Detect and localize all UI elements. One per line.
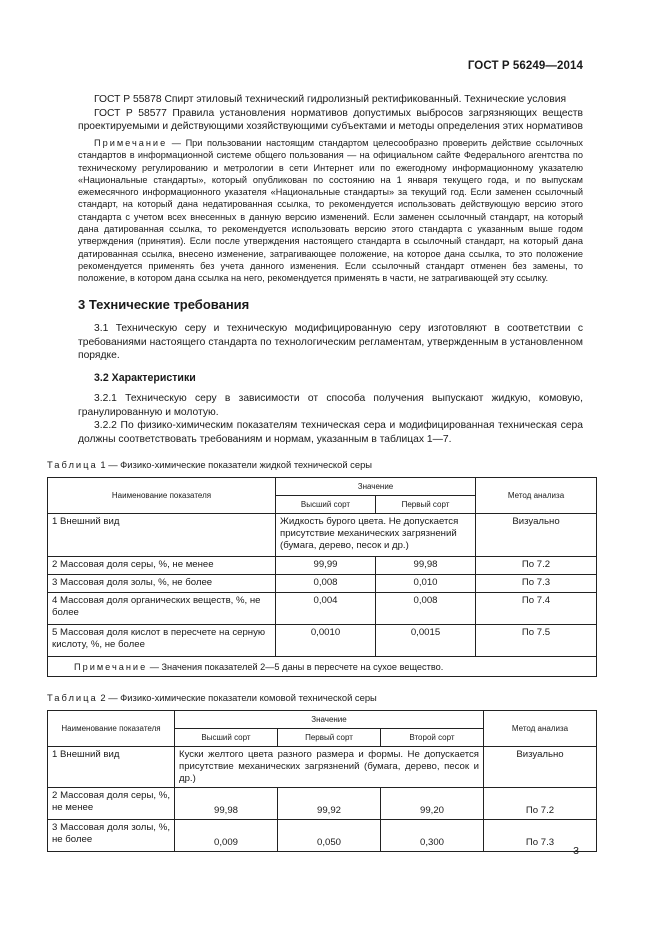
table-1-row-2-name: 2 Массовая доля серы, %, не менее bbox=[48, 557, 276, 575]
paragraph-3-1: 3.1 Техническую серу и техническую модифицированную серу изготовляют в соответствии с требованиями настоящего стандарта по технологическим регламентам, утвержденным в установленном порядке. bbox=[78, 323, 583, 361]
reference-gost-55878: ГОСТ Р 55878 Спирт этиловый технический гидролизный ректификованный. Технические условия bbox=[94, 94, 567, 105]
table-2-caption bbox=[47, 692, 377, 703]
table-1-caption-text: 1 — Физико-химические показатели жидкой технической серы bbox=[100, 459, 373, 470]
table-1-caption-label: Таблица bbox=[47, 459, 98, 470]
note-text: — При пользовании настоящим стандартом целесообразно проверить действие ссылочных стандартов в информационной системе общего пользования — на официальном сайте Федерального агентства по техническому регулированию и метрологии в сети Интернет или по ежегодному информационному указателю «Национальные стандарты», который опубликован по состоянию на 1 января текущего года, и по выпускам ежемесячного информационного указателя «Национальные стандарты» за текущий год. Если заменен ссылочный стандарт, на который дана недатированная ссылка, то рекомендуется использовать действующую версию этого стандарта с учетом всех внесенных в данную версию изменений. Если заменен ссылочный стандарт, на который дана датированная ссылка, то рекомендуется использовать версию этого стандарта с указанным выше годом утверждения (принятия). Если после утверждения настоящего стандарта в ссылочный стандарт, на который дана датированная ссылка, внесено изменение, затрагивающее положение, на которое дана ссылка, то это положение рекомендуется применять без учета данного изменения. Если ссылочный стандарт отменен без замены, то положение, в котором дана ссылка на него, рекомендуется применять в части, не затрагивающей эту ссылку. bbox=[78, 138, 583, 284]
table-2-row-1-method: Визуально bbox=[484, 747, 597, 788]
document-code: ГОСТ Р 56249—2014 bbox=[467, 60, 583, 72]
table-2-head-sort-second: Второй сорт bbox=[381, 729, 484, 747]
section-3-title: 3 Технические требования bbox=[78, 297, 250, 312]
paragraph-3-2-1: 3.2.1 Техническую серу в зависимости от способа получения выпускают жидкую, комовую, гранулированную и молотую. bbox=[78, 393, 583, 418]
table-2-row-3-v1: 0,009 bbox=[175, 820, 278, 852]
table-2-head-sort-first: Первый сорт bbox=[278, 729, 381, 747]
table-2-row-2-v2: 99,92 bbox=[278, 788, 381, 820]
table-1-row bbox=[48, 625, 597, 657]
table-2-head-name: Наименование показателя bbox=[48, 711, 175, 747]
table-1-row-3-method: По 7.3 bbox=[476, 575, 597, 593]
table-2-row-1-value: Куски желтого цвета разного размера и формы. Не допускается присутствие механических загрязнений (бумага, дерево, песок и др.) bbox=[175, 747, 484, 788]
table-1-row-2-v2: 99,98 bbox=[376, 557, 476, 575]
table-2-caption-text: 2 — Физико-химические показатели комовой технической серы bbox=[100, 692, 377, 703]
subsection-3-2-title: 3.2 Характеристики bbox=[94, 372, 196, 384]
table-1-note-text: — Значения показателей 2—5 даны в пересчете на сухое вещество. bbox=[147, 661, 444, 672]
references-block bbox=[78, 93, 583, 134]
table-1-head-method: Метод анализа bbox=[476, 478, 597, 514]
table-1-row bbox=[48, 514, 597, 557]
table-2-row-1-name: 1 Внешний вид bbox=[48, 747, 175, 788]
table-2 bbox=[47, 710, 597, 852]
table-1-row-1-method: Визуально bbox=[476, 514, 597, 557]
table-1-row-4-v2: 0,008 bbox=[376, 593, 476, 625]
table-1-row-3-v2: 0,010 bbox=[376, 575, 476, 593]
table-1-row bbox=[48, 575, 597, 593]
table-1-head-sort-top: Высший сорт bbox=[276, 496, 376, 514]
note-label: Примечание bbox=[94, 138, 168, 148]
table-2-caption-label: Таблица bbox=[47, 692, 98, 703]
table-1 bbox=[47, 477, 597, 677]
table-1-row-5-v1: 0,0010 bbox=[276, 625, 376, 657]
table-1-row-4-v1: 0,004 bbox=[276, 593, 376, 625]
paragraph-3-2-2: 3.2.2 По физико-химическим показателям техническая сера и модифицированная техническая сера должны соответствовать требованиям и нормам, указанным в таблицах 1—7. bbox=[78, 420, 583, 445]
table-1-note bbox=[48, 657, 597, 677]
table-1-row-1-value: Жидкость бурого цвета. Не допускается присутствие механических загрязнений (бумага, дерево, песок и др.) bbox=[276, 514, 476, 557]
table-1-row-4-name: 4 Массовая доля органических веществ, %, не более bbox=[48, 593, 276, 625]
table-2-row bbox=[48, 820, 597, 852]
table-2-row bbox=[48, 788, 597, 820]
table-1-row-5-v2: 0,0015 bbox=[376, 625, 476, 657]
table-1-head-value: Значение bbox=[276, 478, 476, 496]
table-1-caption bbox=[47, 459, 372, 470]
table-2-row-3-v3: 0,300 bbox=[381, 820, 484, 852]
table-1-note-label: Примечание bbox=[74, 661, 148, 672]
table-2-head-sort-top: Высший сорт bbox=[175, 729, 278, 747]
table-1-row-3-v1: 0,008 bbox=[276, 575, 376, 593]
table-1-row-3-name: 3 Массовая доля золы, %, не более bbox=[48, 575, 276, 593]
table-2-row-3-name: 3 Массовая доля золы, %, не более bbox=[48, 820, 175, 852]
table-2-row-2-v3: 99,20 bbox=[381, 788, 484, 820]
table-2-row-2-v1: 99,98 bbox=[175, 788, 278, 820]
table-1-row-4-method: По 7.4 bbox=[476, 593, 597, 625]
table-1-row bbox=[48, 557, 597, 575]
table-1-row-5-method: По 7.5 bbox=[476, 625, 597, 657]
table-1-head-sort-first: Первый сорт bbox=[376, 496, 476, 514]
references-note bbox=[78, 137, 583, 285]
table-1-row-2-v1: 99,99 bbox=[276, 557, 376, 575]
table-1-row-2-method: По 7.2 bbox=[476, 557, 597, 575]
table-1-row bbox=[48, 593, 597, 625]
reference-gost-58577: ГОСТ Р 58577 Правила установления нормативов допустимых выбросов загрязняющих веществ проектируемыми и действующими хозяйствующими субъектами и методы определения этих нормативов bbox=[78, 107, 583, 132]
table-2-row-2-name: 2 Массовая доля серы, %, не менее bbox=[48, 788, 175, 820]
table-2-row-3-v2: 0,050 bbox=[278, 820, 381, 852]
table-1-row-1-name: 1 Внешний вид bbox=[48, 514, 276, 557]
table-1-head-name: Наименование показателя bbox=[48, 478, 276, 514]
table-2-head-value: Значение bbox=[175, 711, 484, 729]
table-2-row-2-method: По 7.2 bbox=[484, 788, 597, 820]
table-2-row-3-method: По 7.3 bbox=[484, 820, 597, 852]
table-2-head-method: Метод анализа bbox=[484, 711, 597, 747]
page-number: 3 bbox=[573, 845, 579, 857]
table-1-row-5-name: 5 Массовая доля кислот в пересчете на серную кислоту, %, не более bbox=[48, 625, 276, 657]
table-2-row bbox=[48, 747, 597, 788]
